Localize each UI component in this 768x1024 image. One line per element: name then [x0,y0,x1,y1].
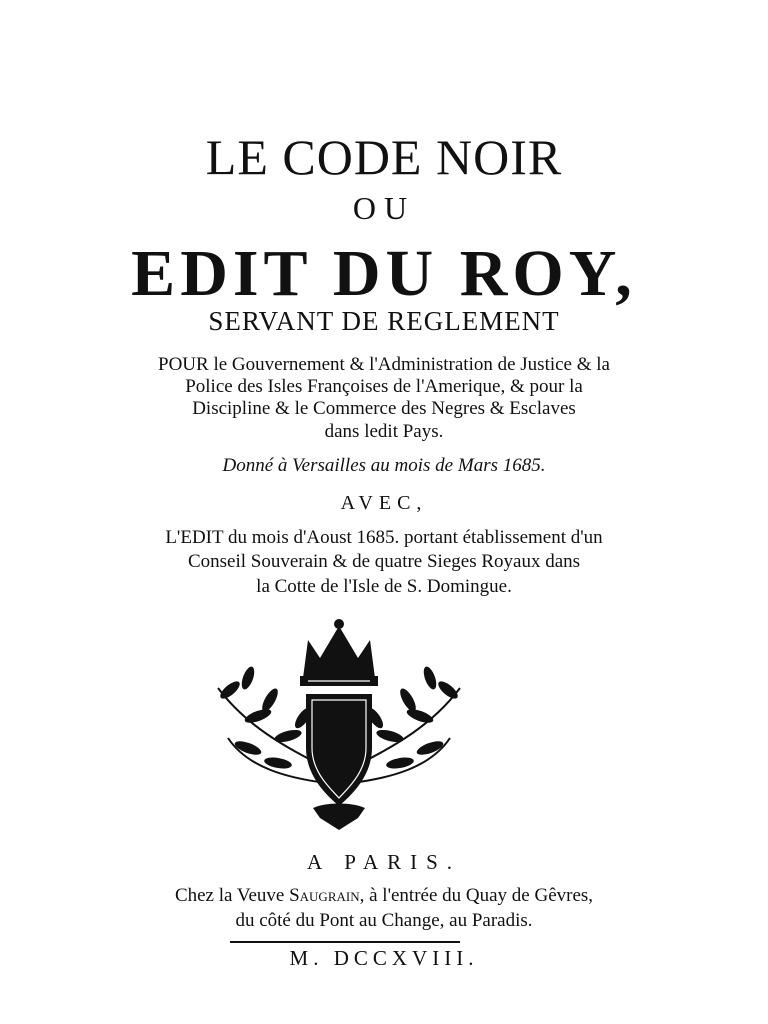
description-line-4: dans ledit Pays. [324,421,444,442]
title-line-2: EDIT DU ROY, [131,237,637,310]
description-line-1: POUR le Gouvernement & l'Administration de Justice & la [158,354,610,375]
imprint-year: M. DCCXVIII. [289,946,479,970]
given-at-versailles: Donné à Versailles au mois de Mars 1685. [222,455,546,476]
with-heading: AVEC, [340,492,428,514]
title-connector: OU [352,190,416,226]
imprint-printer [0,885,768,907]
title-line-1: LE CODE NOIR [205,129,563,185]
royal-crown-arms-icon [208,618,470,832]
edict-line-3: la Cotte de l'Isle de S. Domingue. [256,576,512,597]
edict-line-2: Conseil Souverain & de quatre Sieges Royaux dans [187,551,581,572]
description-line-2: Police des Isles Françoises de l'Amerique, & pour la [185,376,583,397]
imprint-printer-post: , à l'entrée du Quay de Gêvres, [359,885,594,906]
description-line-3: Discipline & le Commerce des Negres & Esclaves [192,398,576,419]
edict-line-1: L'EDIT du mois d'Aoust 1685. portant établissement d'un [165,527,603,548]
imprint-printer-pre: Chez la Veuve [174,885,290,906]
imprint-location: du côté du Pont au Change, au Paradis. [235,910,533,931]
imprint-printer-name: Saugrain [289,885,360,906]
imprint-city: A PARIS. [306,850,462,874]
imprint-divider [230,941,460,943]
subtitle: SERVANT DE REGLEMENT [208,306,560,336]
